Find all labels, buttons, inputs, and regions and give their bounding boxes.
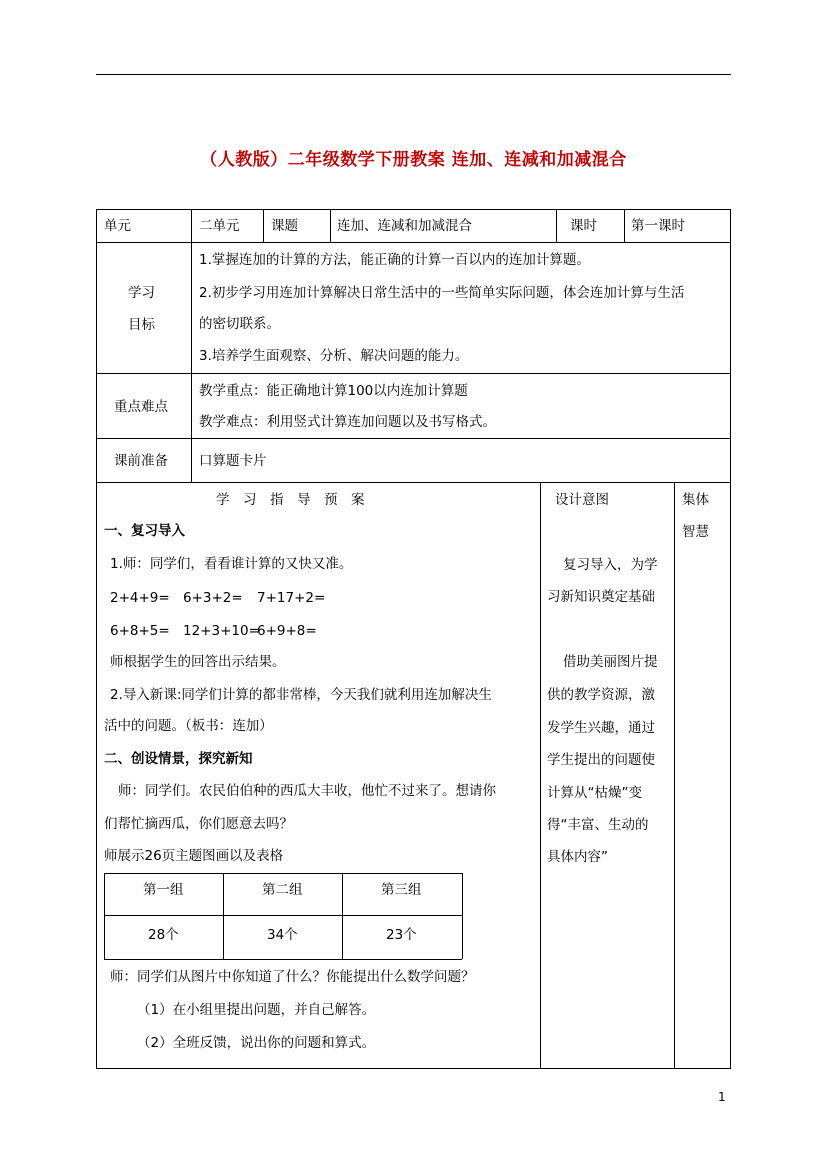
review-item-1: 1.师：同学们，看看谁计算的又快又准。 <box>110 556 353 572</box>
calc-expression: 12+3+10= <box>183 623 260 639</box>
calc-expression: 6+3+2= <box>183 590 243 606</box>
group-header: 第二组 <box>262 882 303 898</box>
calc-expression: 6+8+5= <box>110 623 170 639</box>
period-value: 第一课时 <box>631 218 685 234</box>
calc-expression: 7+17+2= <box>257 590 326 606</box>
review-item-2: 2.导入新课:同学们计算的都非常棒，今天我们就利用连加解决生 <box>110 687 492 703</box>
page-title: （人教版）二年级数学下册教案 连加、连减和加减混合 <box>200 150 627 170</box>
teaching-focus: 教学重点：能正确地计算100以内连加计算题 <box>199 383 468 399</box>
guide-header: 学 习 指 导 预 案 <box>216 492 365 508</box>
prep-value: 口算题卡片 <box>199 453 267 469</box>
explore-step: （1）在小组里提出问题，并自己解答。 <box>137 1002 376 1018</box>
explore-text: 师：同学们。农民伯伯种的西瓜大丰收，他忙不过来了。想请你 <box>118 783 496 799</box>
design-header: 设计意图 <box>555 492 609 508</box>
group-header: 第一组 <box>143 882 184 898</box>
topic-value: 连加、连减和加减混合 <box>337 218 472 234</box>
design-note: 具体内容” <box>547 849 608 865</box>
section-explore: 二、创设情景，探究新知 <box>104 751 253 767</box>
review-item-2-cont: 活中的问题。（板书：连加） <box>104 718 273 734</box>
goals-label-1: 学习 <box>128 285 155 301</box>
goal-item: 的密切联系。 <box>199 316 280 332</box>
explore-text: 师展示26页主题图画以及表格 <box>104 848 284 864</box>
collective-header-1: 集体 <box>682 492 709 508</box>
unit-value: 二单元 <box>199 218 240 234</box>
design-note: 得“丰富、生动的 <box>547 817 649 833</box>
explore-step: （2）全班反馈，说出你的问题和算式。 <box>137 1035 376 1051</box>
group-value: 28个 <box>148 927 179 943</box>
goals-label-2: 目标 <box>128 317 155 333</box>
page-number: 1 <box>718 1090 726 1104</box>
group-value: 23个 <box>386 927 417 943</box>
calc-expression: 6+9+8= <box>257 623 317 639</box>
prep-label: 课前准备 <box>114 453 168 469</box>
teaching-difficulty: 教学难点：利用竖式计算连加问题以及书写格式。 <box>199 414 496 430</box>
goal-item: 1.掌握连加的计算的方法，能正确的计算一百以内的连加计算题。 <box>199 252 590 268</box>
goal-item: 2.初步学习用连加计算解决日常生活中的一些简单实际问题，体会连加计算与生活 <box>199 285 685 301</box>
header-rule <box>96 74 731 75</box>
design-note: 学生提出的问题使 <box>547 752 655 768</box>
review-result: 师根据学生的回答出示结果。 <box>110 654 286 670</box>
group-header: 第三组 <box>381 882 422 898</box>
goal-item: 3.培养学生面观察、分析、解决问题的能力。 <box>199 348 469 364</box>
design-note: 发学生兴趣，通过 <box>547 720 655 736</box>
group-value: 34个 <box>267 927 298 943</box>
unit-label: 单元 <box>104 218 131 234</box>
design-note: 计算从“枯燥”变 <box>547 785 642 801</box>
explore-question: 师：同学们从图片中你知道了什么？你能提出什么数学问题？ <box>110 969 475 985</box>
design-note: 习新知识奠定基础 <box>547 589 655 605</box>
calc-expression: 2+4+9= <box>110 590 170 606</box>
explore-text: 们帮忙摘西瓜，你们愿意去吗？ <box>104 816 293 832</box>
section-review: 一、复习导入 <box>104 523 185 539</box>
design-note: 复习导入，为学 <box>563 557 658 573</box>
design-note: 借助美丽图片提 <box>563 654 658 670</box>
design-note: 供的教学资源，激 <box>547 687 655 703</box>
topic-label: 课题 <box>271 218 298 234</box>
period-label: 课时 <box>570 218 597 234</box>
keypoints-label: 重点难点 <box>114 399 168 415</box>
collective-header-2: 智慧 <box>682 524 709 540</box>
